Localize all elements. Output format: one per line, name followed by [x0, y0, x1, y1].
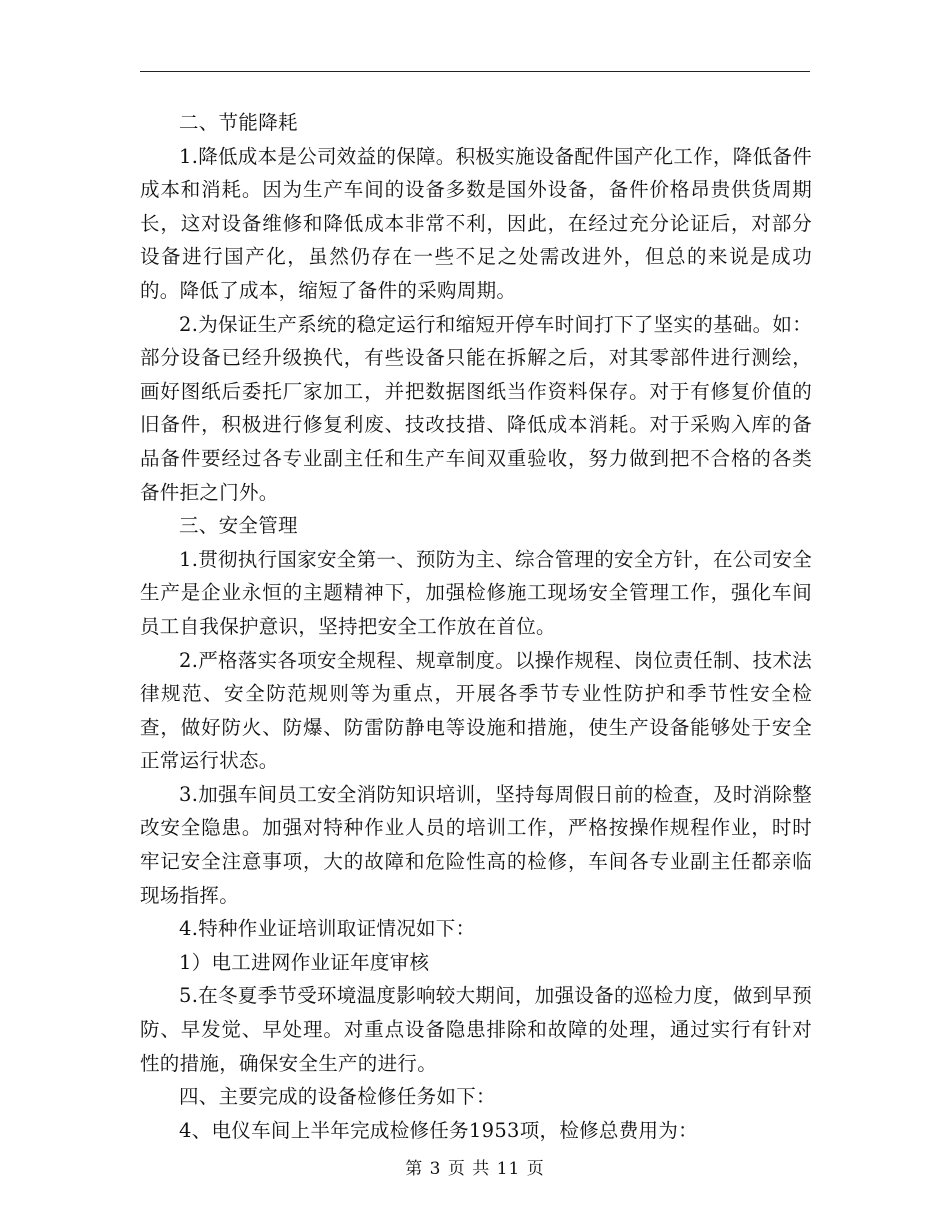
- document-body: [140, 106, 812, 1147]
- paragraph: 1.贯彻执行国家安全第一、预防为主、综合管理的安全方针，在公司安全生产是企业永恒的主题精神下，加强检修施工现场安全管理工作，强化车间员工自我保护意识，坚持把安全工作放在首位。: [140, 547, 813, 638]
- paragraph: 4、电仪车间上半年完成检修任务1953项，检修总费用为：: [179, 1118, 698, 1142]
- paragraph: 2.为保证生产系统的稳定运行和缩短开停车时间打下了坚实的基础。如：部分设备已经升级换代，有些设备只能在拆解之后，对其零部件进行测绘，画好图纸后委托厂家加工，并把数据图纸当作资料保存。对于有修复价值的旧备件，积极进行修复利废、技改技措、降低成本消耗。对于采购入库的备品备件要经过各专业副主任和生产车间双重验收，努力做到把不合格的各类备件拒之门外。: [140, 312, 813, 504]
- section-heading: 三、安全管理: [179, 514, 298, 538]
- paragraph: 5.在冬夏季节受环境温度影响较大期间，加强设备的巡检力度，做到早预防、早发觉、早处理。对重点设备隐患排除和故障的处理，通过实行有针对性的措施，确保安全生产的进行。: [140, 984, 813, 1075]
- paragraph: 1.降低成本是公司效益的保障。积极实施设备配件国产化工作，降低备件成本和消耗。因为生产车间的设备多数是国外设备，备件价格昂贵供货周期长，这对设备维修和降低成本非常不利，因此，在经过充分论证后，对部分设备进行国产化，虽然仍存在一些不足之处需改进外，但总的来说是成功的。降低了成本，缩短了备件的采购周期。: [140, 144, 813, 302]
- paragraph: 2.严格落实各项安全规程、规章制度。以操作规程、岗位责任制、技术法律规范、安全防范规则等为重点，开展各季节专业性防护和季节性安全检查，做好防火、防爆、防雷防静电等设施和措施，使生产设备能够处于安全正常运行状态。: [140, 648, 813, 773]
- section-heading: 四、主要完成的设备检修任务如下：: [179, 1085, 496, 1109]
- paragraph: 1）电工进网作业证年度审核: [179, 950, 430, 974]
- header-rule: [140, 71, 810, 72]
- page-footer: 第 3 页 共 11 页: [405, 1159, 545, 1179]
- section-heading: 二、节能降耗: [179, 111, 298, 134]
- paragraph: 4.特种作业证培训取证情况如下：: [179, 917, 476, 941]
- paragraph: 3.加强车间员工安全消防知识培训，坚持每周假日前的检查，及时消除整改安全隐患。加强对特种作业人员的培训工作，严格按操作规程作业，时时牢记安全注意事项，大的故障和危险性高的检修，车间各专业副主任都亲临现场指挥。: [140, 782, 813, 907]
